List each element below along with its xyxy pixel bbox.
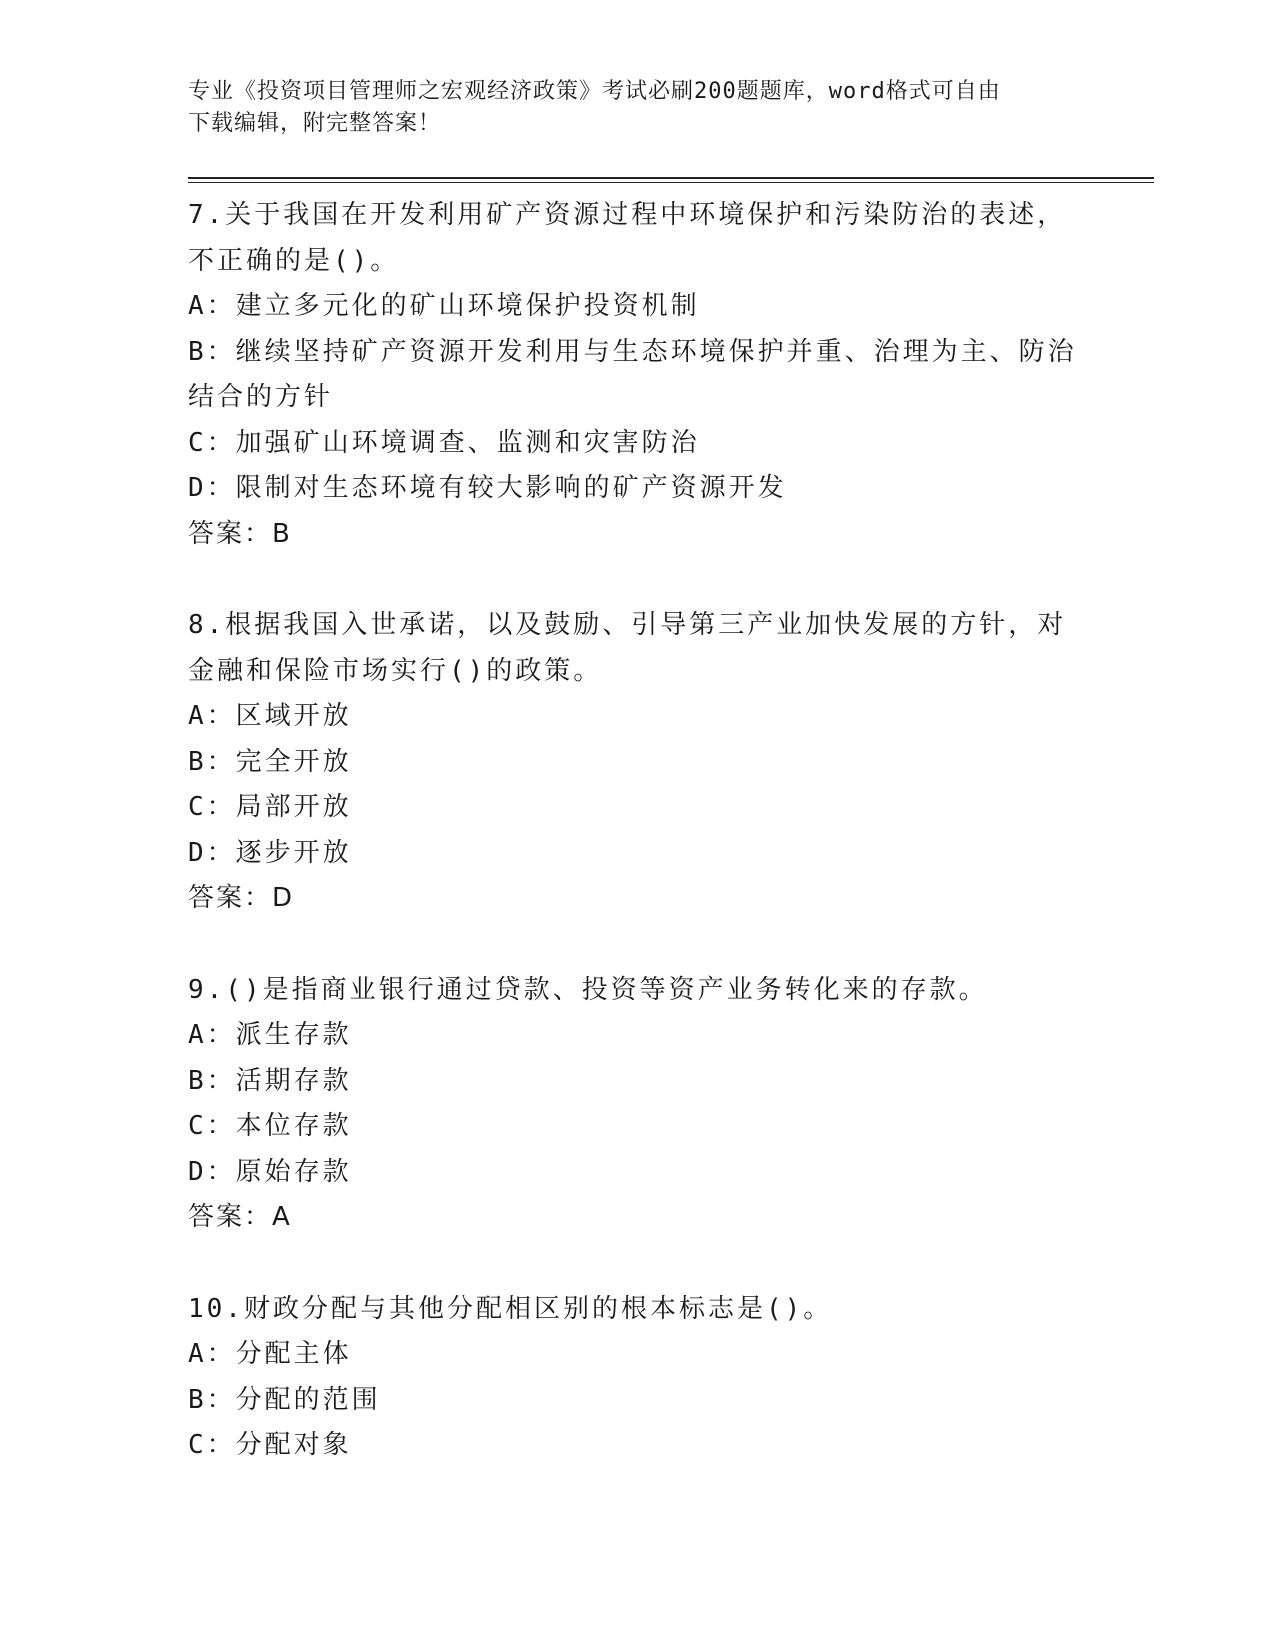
option-a: A：区域开放 [188, 701, 352, 731]
option-a: A：建立多元化的矿山环境保护投资机制 [188, 291, 700, 321]
option-b: B：完全开放 [188, 746, 352, 777]
question-stem-line: 7.关于我国在开发利用矿产资源过程中环境保护和污染防治的表述， [188, 200, 1067, 230]
question-stem-line: 不正确的是()。 [188, 245, 400, 276]
question-block [188, 1287, 1088, 1469]
question-stem-line: 金融和保险市场实行()的政策。 [188, 655, 603, 686]
option-c: C：局部开放 [188, 792, 352, 822]
option-c: C：本位存款 [188, 1111, 352, 1141]
option-d: D：逐步开放 [188, 837, 352, 868]
option-a: A：派生存款 [188, 1020, 352, 1050]
question-stem-line: 10.财政分配与其他分配相区别的根本标志是()。 [188, 1293, 833, 1324]
header-line-2: 下载编辑，附完整答案！ [188, 111, 442, 136]
question-stem-line: 8.根据我国入世承诺，以及鼓励、引导第三产业加快发展的方针，对 [188, 610, 1067, 640]
option-c: C：分配对象 [188, 1430, 352, 1460]
document-header [188, 76, 1068, 140]
option-b-cont: 结合的方针 [188, 382, 334, 412]
option-d: D：原始存款 [188, 1156, 352, 1187]
header-rule-thick [188, 177, 1154, 179]
option-b: B：继续坚持矿产资源开发利用与生态环境保护并重、治理为主、防治 [188, 336, 1077, 367]
answer-label: 答案：A [188, 1202, 292, 1232]
option-b: B：分配的范围 [188, 1384, 381, 1415]
question-block [188, 603, 1088, 922]
option-d: D：限制对生态环境有较大影响的矿产资源开发 [188, 473, 787, 503]
option-a: A：分配主体 [188, 1339, 352, 1369]
answer-label: 答案：B [188, 518, 292, 549]
answer-label: 答案：D [188, 883, 295, 913]
option-b: B：活期存款 [188, 1065, 352, 1096]
option-c: C：加强矿山环境调查、监测和灾害防治 [188, 427, 700, 458]
question-list [188, 193, 1088, 1469]
question-stem-line: 9.()是指商业银行通过贷款、投资等资产业务转化来的存款。 [188, 974, 988, 1005]
header-rule-thin [188, 182, 1154, 183]
question-block [188, 968, 1088, 1241]
header-line-1: 专业《投资项目管理师之宏观经济政策》考试必刷200题题库，word格式可自由 [188, 79, 1001, 104]
question-block [188, 193, 1088, 557]
